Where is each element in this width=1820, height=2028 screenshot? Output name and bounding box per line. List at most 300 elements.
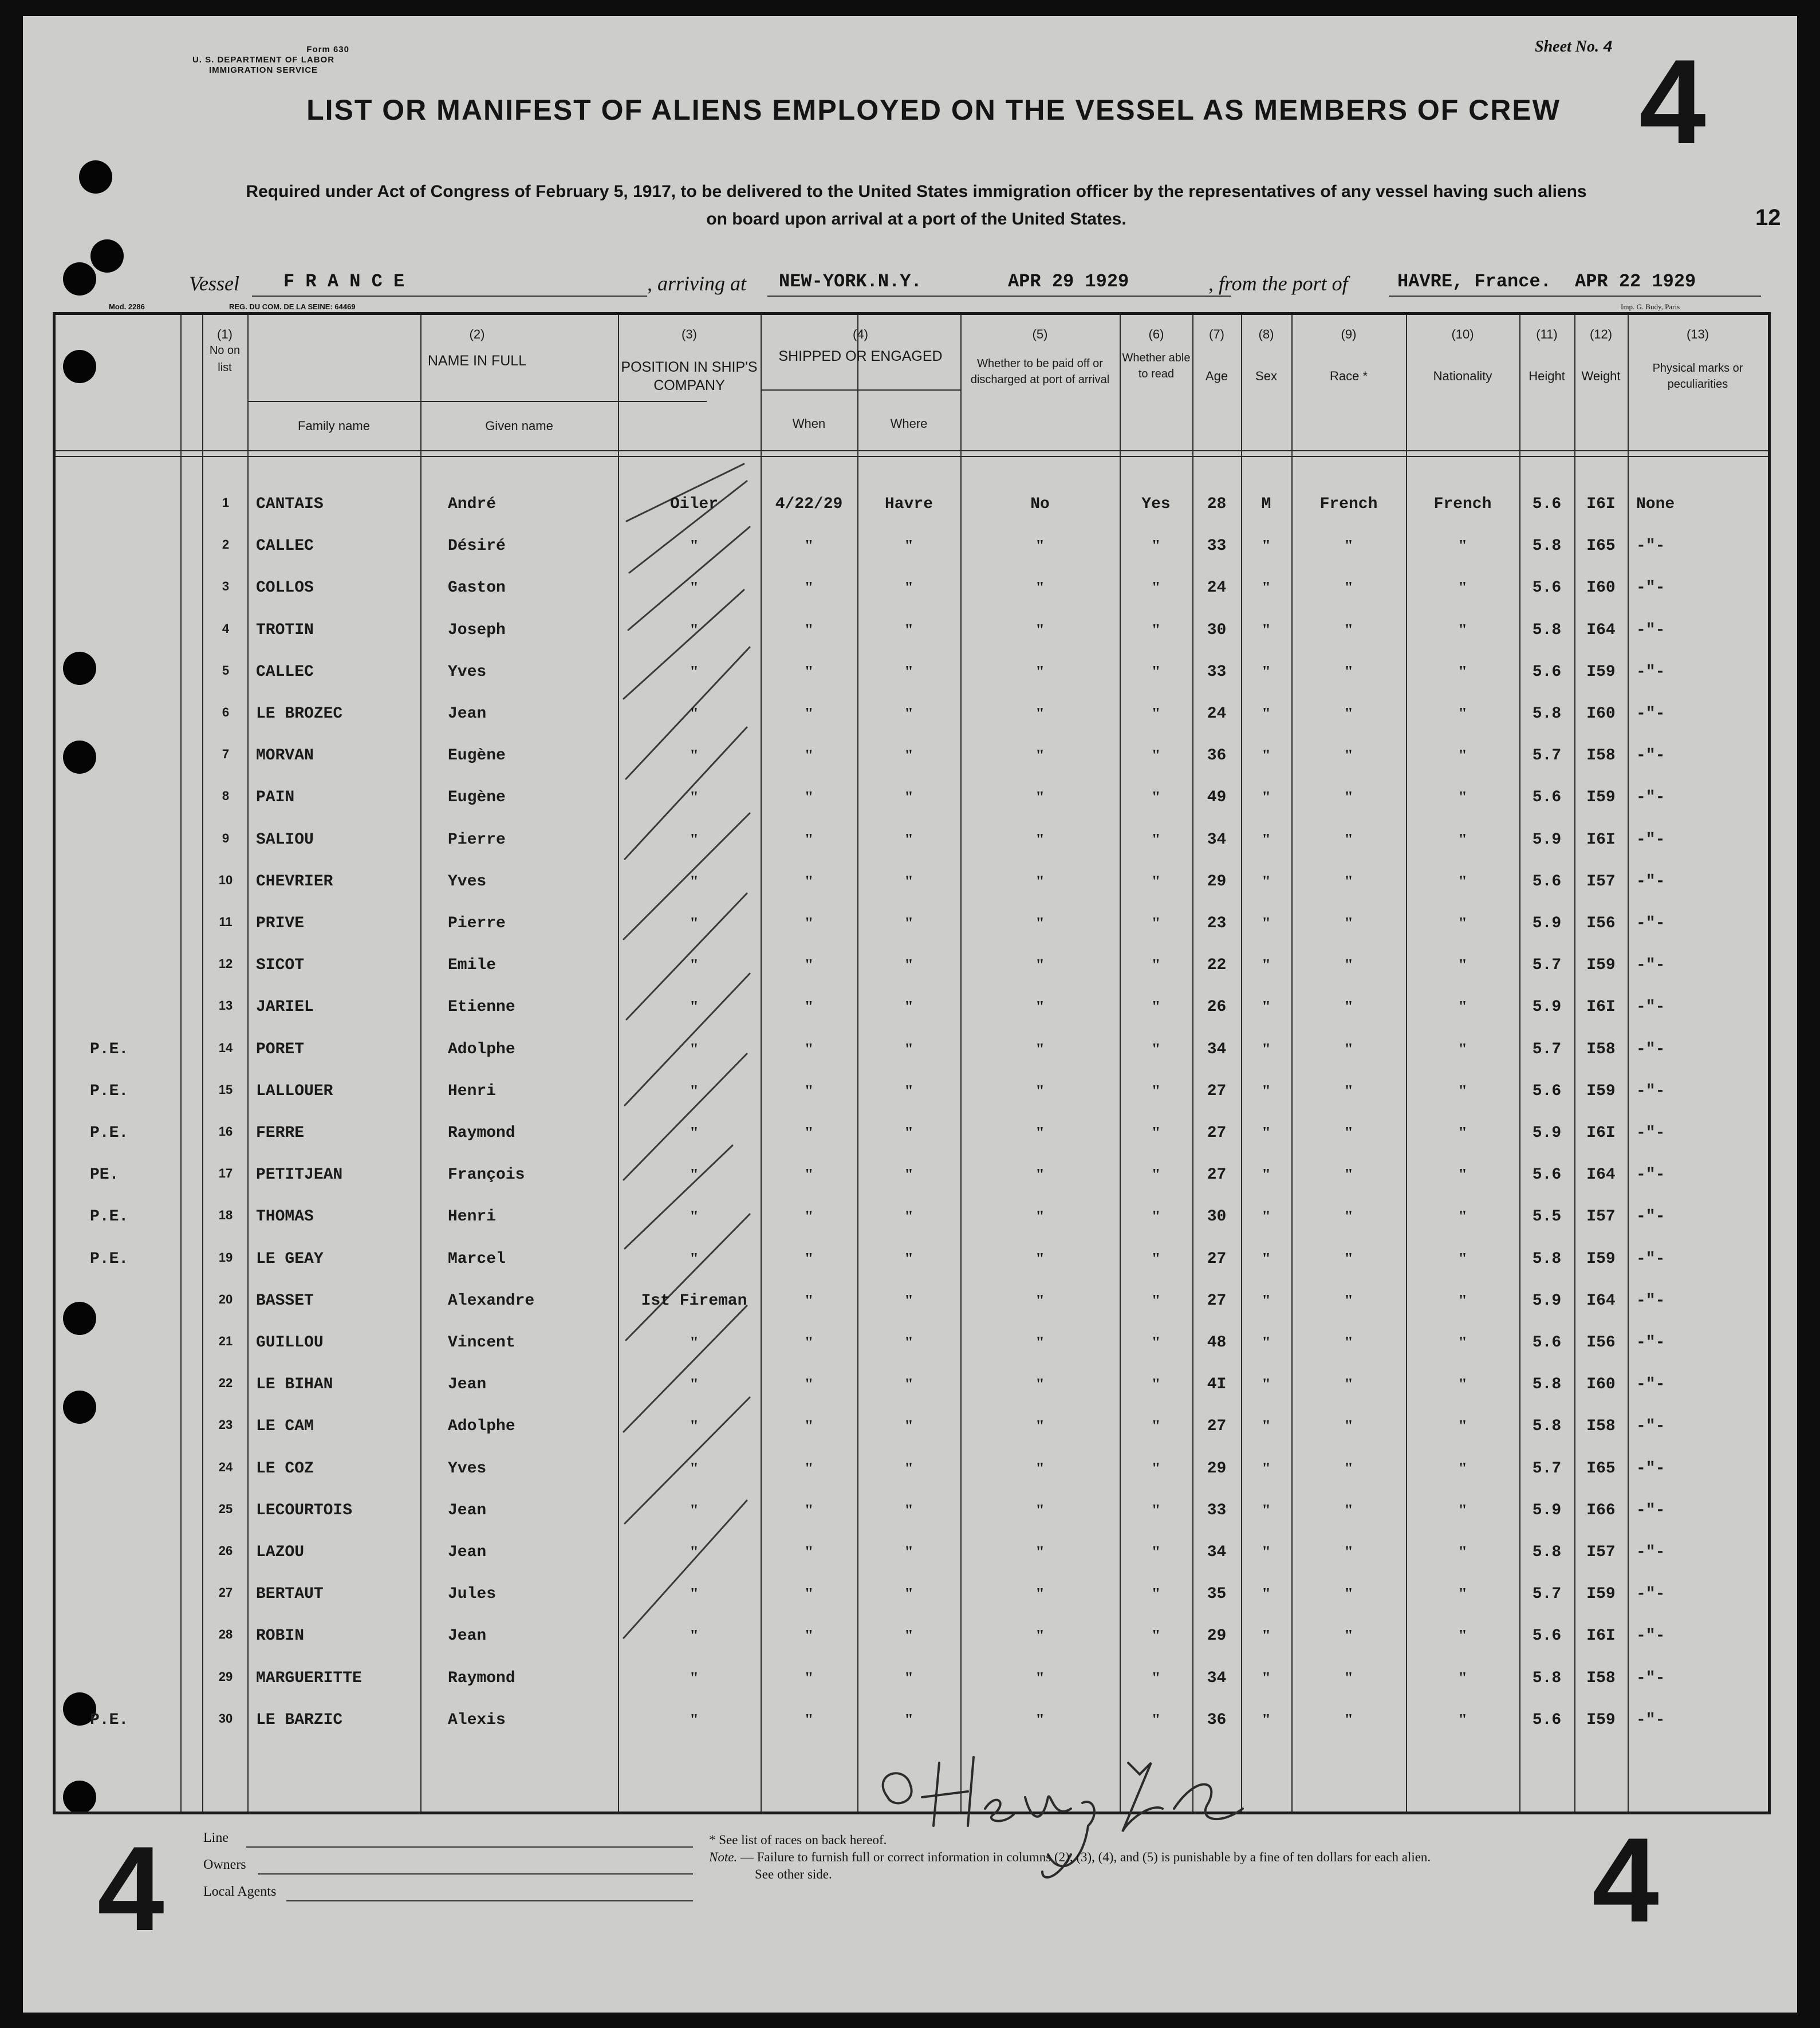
paid-off: " <box>1035 1291 1045 1310</box>
race: " <box>1344 830 1353 849</box>
able-to-read: " <box>1151 872 1161 891</box>
sex: " <box>1262 1208 1271 1226</box>
shipped-where: " <box>904 830 913 849</box>
paid-off: " <box>1035 1334 1045 1352</box>
race: " <box>1344 663 1353 681</box>
weight: I56 <box>1586 915 1616 932</box>
shipped-where: " <box>904 1166 913 1184</box>
paid-off: " <box>1035 663 1045 681</box>
physical-marks: -"- <box>1636 747 1665 765</box>
sex: " <box>1262 956 1271 975</box>
race: " <box>1344 579 1353 597</box>
physical-marks: -"- <box>1636 1208 1665 1226</box>
age: 35 <box>1207 1585 1227 1604</box>
given-name: Pierre <box>448 915 506 932</box>
age: 29 <box>1207 1459 1227 1478</box>
nationality: " <box>1458 789 1467 807</box>
shipped-when: " <box>804 1711 814 1729</box>
shipped-where: " <box>904 1376 913 1394</box>
big-sheet-number: 4 <box>1639 34 1706 169</box>
shipped-when: " <box>804 1082 814 1100</box>
sex: " <box>1262 1124 1271 1142</box>
page-title: LIST OR MANIFEST OF ALIENS EMPLOYED ON THE VESSEL AS MEMBERS OF CREW <box>306 94 1561 126</box>
given-name: Eugène <box>448 747 506 765</box>
height: 5.6 <box>1532 1627 1562 1645</box>
age: 24 <box>1207 579 1227 597</box>
row-mark: P.E. <box>90 1208 129 1226</box>
row-mark: P.E. <box>90 1082 129 1100</box>
header-age: (7) Age <box>1205 327 1228 383</box>
position: " <box>690 1208 699 1226</box>
nationality: " <box>1458 1040 1467 1058</box>
able-to-read: " <box>1151 915 1161 932</box>
position: " <box>690 872 699 891</box>
position: " <box>690 915 699 932</box>
height: 5.6 <box>1532 1334 1562 1352</box>
shipped-when: " <box>804 1040 814 1058</box>
from-port: HAVRE, France. <box>1397 271 1551 292</box>
shipped-when: " <box>804 998 814 1017</box>
nationality: " <box>1458 1208 1467 1226</box>
age: 27 <box>1207 1291 1227 1310</box>
family-name: CALLEC <box>256 537 314 556</box>
able-to-read: " <box>1151 789 1161 807</box>
family-name: LE COZ <box>256 1459 314 1478</box>
shipped-where: " <box>904 1543 913 1561</box>
race: " <box>1344 621 1353 639</box>
able-to-read: Yes <box>1141 495 1171 513</box>
nationality: " <box>1458 1166 1467 1184</box>
sex: " <box>1262 1417 1271 1436</box>
height: 5.8 <box>1532 705 1562 723</box>
height: 5.6 <box>1532 663 1562 681</box>
height: 5.9 <box>1532 998 1562 1017</box>
family-name: BASSET <box>256 1291 314 1310</box>
height: 5.7 <box>1532 956 1562 975</box>
weight: I58 <box>1586 1417 1616 1436</box>
shipped-where: " <box>904 1501 913 1519</box>
given-name: Jean <box>448 1543 487 1561</box>
physical-marks: -"- <box>1636 1459 1665 1478</box>
given-name: Jean <box>448 705 487 723</box>
nationality: " <box>1458 621 1467 639</box>
paid-off: No <box>1030 495 1050 513</box>
paid-off: " <box>1035 1166 1045 1184</box>
paid-off: " <box>1035 1711 1045 1729</box>
race: " <box>1344 1417 1353 1436</box>
form-header <box>137 45 389 76</box>
shipped-where: " <box>904 1082 913 1100</box>
position: " <box>690 579 699 597</box>
position: " <box>690 830 699 849</box>
able-to-read: " <box>1151 579 1161 597</box>
shipped-when: " <box>804 1459 814 1478</box>
weight: I59 <box>1586 1585 1616 1604</box>
weight: I64 <box>1586 1166 1616 1184</box>
able-to-read: " <box>1151 1543 1161 1561</box>
age: 22 <box>1207 956 1227 975</box>
family-name: LECOURTOIS <box>256 1501 353 1519</box>
physical-marks: -"- <box>1636 1501 1665 1519</box>
family-name: PETITJEAN <box>256 1166 343 1184</box>
position: " <box>690 1543 699 1561</box>
row-number: 13 <box>218 998 233 1013</box>
height: 5.6 <box>1532 1166 1562 1184</box>
shipped-where: " <box>904 1291 913 1310</box>
physical-marks: -"- <box>1636 579 1665 597</box>
height: 5.6 <box>1532 579 1562 597</box>
punch-hole <box>79 160 112 194</box>
sheet-no <box>1535 38 1613 57</box>
physical-marks: -"- <box>1636 872 1665 891</box>
height: 5.9 <box>1532 1501 1562 1519</box>
height: 5.8 <box>1532 1417 1562 1436</box>
sex: " <box>1262 1711 1271 1729</box>
shipped-when: " <box>804 830 814 849</box>
height: 5.8 <box>1532 1250 1562 1268</box>
race: " <box>1344 1082 1353 1100</box>
physical-marks: -"- <box>1636 537 1665 556</box>
height: 5.8 <box>1532 1376 1562 1394</box>
given-name: Adolphe <box>448 1417 515 1436</box>
header-read: (6) Whether able to read <box>1122 327 1191 380</box>
age: 23 <box>1207 915 1227 932</box>
shipped-when: " <box>804 956 814 975</box>
age: 34 <box>1207 1040 1227 1058</box>
paid-off: " <box>1035 705 1045 723</box>
sex: " <box>1262 705 1271 723</box>
paid-off: " <box>1035 621 1045 639</box>
given-name: Jules <box>448 1585 497 1604</box>
department: U. S. DEPARTMENT OF LABOR <box>192 55 335 65</box>
nationality: " <box>1458 579 1467 597</box>
position: " <box>690 1166 699 1184</box>
position: Ist Fireman <box>641 1291 747 1310</box>
row-mark: PE. <box>90 1166 119 1184</box>
shipped-when: " <box>804 1250 814 1268</box>
family-name: PORET <box>256 1040 305 1058</box>
big-number-bottom-right: 4 <box>1592 1813 1659 1947</box>
family-name: LE BARZIC <box>256 1711 343 1729</box>
able-to-read: " <box>1151 705 1161 723</box>
shipped-where: " <box>904 747 913 765</box>
nationality: " <box>1458 830 1467 849</box>
physical-marks: -"- <box>1636 830 1665 849</box>
position: " <box>690 1082 699 1100</box>
position: " <box>690 1627 699 1645</box>
height: 5.6 <box>1532 495 1562 513</box>
race: " <box>1344 1501 1353 1519</box>
family-name: ROBIN <box>256 1627 305 1645</box>
subtitle-line-1: Required under Act of Congress of February 5, 1917, to be delivered to the United States immigration officer by the representatives of any vessel having such aliens <box>246 182 1587 201</box>
family-name: PRIVE <box>256 915 305 932</box>
nationality: " <box>1458 872 1467 891</box>
position: " <box>690 663 699 681</box>
header-name: (2) NAME IN FULL <box>427 327 527 369</box>
weight: I57 <box>1586 872 1616 891</box>
weight: I65 <box>1586 537 1616 556</box>
row-number: 12 <box>218 956 233 971</box>
given-name: Yves <box>448 1459 487 1478</box>
age: 30 <box>1207 1208 1227 1226</box>
weight: I58 <box>1586 1669 1616 1687</box>
given-name: André <box>448 495 497 513</box>
family-name: LAZOU <box>256 1543 305 1561</box>
race: " <box>1344 789 1353 807</box>
shipped-when: " <box>804 1376 814 1394</box>
row-number: 26 <box>218 1543 233 1558</box>
physical-marks: -"- <box>1636 1291 1665 1310</box>
shipped-when: " <box>804 621 814 639</box>
from-label: , from the port of <box>1208 272 1348 295</box>
race: " <box>1344 705 1353 723</box>
weight: I59 <box>1586 1250 1616 1268</box>
physical-marks: -"- <box>1636 1711 1665 1729</box>
given-name: Vincent <box>448 1334 515 1352</box>
family-name: LALLOUER <box>256 1082 333 1100</box>
able-to-read: " <box>1151 1711 1161 1729</box>
row-number: 28 <box>218 1627 233 1642</box>
position: " <box>690 1124 699 1142</box>
given-name: Alexandre <box>448 1291 535 1310</box>
nationality: " <box>1458 747 1467 765</box>
shipped-when: " <box>804 1166 814 1184</box>
able-to-read: " <box>1151 998 1161 1017</box>
footnotes <box>709 1832 1625 1883</box>
family-name: FERRE <box>256 1124 305 1142</box>
row-number: 9 <box>222 830 230 845</box>
header-shipped: (4) SHIPPED OR ENGAGED <box>778 327 943 364</box>
header-nationality: (10) Nationality <box>1433 327 1492 383</box>
punch-hole <box>90 239 124 273</box>
header-where: Where <box>890 416 928 431</box>
age: 27 <box>1207 1082 1227 1100</box>
shipped-when: 4/22/29 <box>775 495 843 513</box>
row-mark: P.E. <box>90 1124 129 1142</box>
able-to-read: " <box>1151 1082 1161 1100</box>
manifest-sheet <box>23 16 1797 2013</box>
header-when: When <box>792 416 826 431</box>
shipped-where: " <box>904 705 913 723</box>
rule <box>767 296 1231 297</box>
race: " <box>1344 1669 1353 1687</box>
age: 30 <box>1207 621 1227 639</box>
nationality: " <box>1458 1124 1467 1142</box>
service: IMMIGRATION SERVICE <box>208 65 318 75</box>
given-name: Désiré <box>448 537 506 556</box>
age: 36 <box>1207 747 1227 765</box>
family-name: MORVAN <box>256 747 314 765</box>
weight: I65 <box>1586 1459 1616 1478</box>
row-number: 3 <box>222 579 230 594</box>
sex: M <box>1261 495 1271 513</box>
race: " <box>1344 1459 1353 1478</box>
shipped-where: " <box>904 1040 913 1058</box>
header-height: (11) Height <box>1529 327 1565 383</box>
row-mark: P.E. <box>90 1040 129 1058</box>
height: 5.8 <box>1532 1669 1562 1687</box>
manifest-table <box>53 312 1771 1814</box>
given-name: Alexis <box>448 1711 506 1729</box>
weight: I56 <box>1586 1334 1616 1352</box>
able-to-read: " <box>1151 1376 1161 1394</box>
weight: I6I <box>1586 495 1616 513</box>
paid-off: " <box>1035 1417 1045 1436</box>
row-number: 8 <box>222 789 230 804</box>
vessel-label: Vessel <box>189 272 239 295</box>
given-name: Jean <box>448 1376 487 1394</box>
given-name: Yves <box>448 872 487 891</box>
sex: " <box>1262 579 1271 597</box>
height: 5.6 <box>1532 1711 1562 1729</box>
given-name: Yves <box>448 663 487 681</box>
able-to-read: " <box>1151 1166 1161 1184</box>
able-to-read: " <box>1151 1585 1161 1604</box>
nationality: " <box>1458 1711 1467 1729</box>
departure-date: APR 22 1929 <box>1575 271 1696 292</box>
shipped-where: " <box>904 1417 913 1436</box>
margin-number: 12 <box>1755 205 1781 230</box>
header-marks: (13) Physical marks or peculiarities <box>1652 327 1743 391</box>
position: " <box>690 1501 699 1519</box>
able-to-read: " <box>1151 1334 1161 1352</box>
row-number: 20 <box>218 1291 233 1306</box>
physical-marks: -"- <box>1636 1627 1665 1645</box>
age: 36 <box>1207 1711 1227 1729</box>
sex: " <box>1262 747 1271 765</box>
paid-off: " <box>1035 579 1045 597</box>
race: " <box>1344 1334 1353 1352</box>
shipped-when: " <box>804 915 814 932</box>
race: " <box>1344 915 1353 932</box>
race: " <box>1344 872 1353 891</box>
weight: I57 <box>1586 1208 1616 1226</box>
footnote-penalty: Note. — Failure to furnish full or correct information in columns (2), (3), (4), and (5) is punishable by a fine of ten dollars for each alien. <box>709 1850 1431 1864</box>
physical-marks: -"- <box>1636 915 1665 932</box>
family-name: JARIEL <box>256 998 314 1017</box>
nationality: " <box>1458 1585 1467 1604</box>
race: " <box>1344 1124 1353 1142</box>
nationality: " <box>1458 956 1467 975</box>
position: " <box>690 1459 699 1478</box>
form-number: Form 630 <box>306 45 349 54</box>
shipped-where: " <box>904 1250 913 1268</box>
shipped-when: " <box>804 537 814 556</box>
sex: " <box>1262 789 1271 807</box>
age: 34 <box>1207 1669 1227 1687</box>
paid-off: " <box>1035 1082 1045 1100</box>
subtitle <box>155 178 1678 233</box>
row-number: 2 <box>222 537 230 552</box>
shipped-when: " <box>804 1585 814 1604</box>
shipped-when: " <box>804 1543 814 1561</box>
given-name: Pierre <box>448 830 506 849</box>
position: " <box>690 705 699 723</box>
sex: " <box>1262 1543 1271 1561</box>
nationality: French <box>1433 495 1492 513</box>
sex: " <box>1262 1669 1271 1687</box>
age: 33 <box>1207 537 1227 556</box>
nationality: " <box>1458 998 1467 1017</box>
family-name: LE BROZEC <box>256 705 343 723</box>
weight: I59 <box>1586 663 1616 681</box>
shipped-when: " <box>804 1669 814 1687</box>
row-number: 17 <box>218 1166 233 1181</box>
row-number: 4 <box>222 621 230 636</box>
shipped-when: " <box>804 705 814 723</box>
sheet-number: 4 <box>1603 39 1613 57</box>
sex: " <box>1262 998 1271 1017</box>
able-to-read: " <box>1151 1291 1161 1310</box>
height: 5.9 <box>1532 830 1562 849</box>
family-name: BERTAUT <box>256 1585 324 1604</box>
physical-marks: -"- <box>1636 1040 1665 1058</box>
paid-off: " <box>1035 1208 1045 1226</box>
height: 5.7 <box>1532 747 1562 765</box>
given-name: Joseph <box>448 621 506 639</box>
height: 5.6 <box>1532 1082 1562 1100</box>
row-number: 10 <box>218 872 233 887</box>
position: " <box>690 789 699 807</box>
row-number: 15 <box>218 1082 233 1097</box>
position: Oiler <box>669 495 718 513</box>
nationality: " <box>1458 1376 1467 1394</box>
shipped-when: " <box>804 579 814 597</box>
header-weight: (12) Weight <box>1581 327 1621 383</box>
registration: REG. DU COM. DE LA SEINE: 64469 <box>229 302 356 311</box>
age: 34 <box>1207 1543 1227 1561</box>
weight: I58 <box>1586 1040 1616 1058</box>
paid-off: " <box>1035 1376 1045 1394</box>
position: " <box>690 537 699 556</box>
subtitle-line-2: on board upon arrival at a port of the United States. <box>706 210 1126 229</box>
physical-marks: -"- <box>1636 1334 1665 1352</box>
paid-off: " <box>1035 1669 1045 1687</box>
arriving-date: APR 29 1929 <box>1008 271 1129 292</box>
height: 5.5 <box>1532 1208 1562 1226</box>
race: " <box>1344 747 1353 765</box>
sex: " <box>1262 915 1271 932</box>
race: " <box>1344 1585 1353 1604</box>
header-position: (3) POSITION IN SHIP'S COMPANY <box>621 327 758 393</box>
sex: " <box>1262 830 1271 849</box>
age: 27 <box>1207 1417 1227 1436</box>
shipped-when: " <box>804 747 814 765</box>
age: 49 <box>1207 789 1227 807</box>
able-to-read: " <box>1151 1459 1161 1478</box>
age: 48 <box>1207 1334 1227 1352</box>
shipped-when: " <box>804 1124 814 1142</box>
row-number: 23 <box>218 1417 233 1432</box>
weight: I57 <box>1586 1543 1616 1561</box>
row-number: 11 <box>219 915 233 929</box>
given-name: Henri <box>448 1082 497 1100</box>
nationality: " <box>1458 1459 1467 1478</box>
given-name: Emile <box>448 956 497 975</box>
family-name: LE BIHAN <box>256 1376 333 1394</box>
weight: I66 <box>1586 1501 1616 1519</box>
paid-off: " <box>1035 1124 1045 1142</box>
height: 5.6 <box>1532 872 1562 891</box>
weight: I64 <box>1586 621 1616 639</box>
physical-marks: -"- <box>1636 998 1665 1017</box>
shipped-where: " <box>904 1208 913 1226</box>
shipped-where: " <box>904 1124 913 1142</box>
paid-off: " <box>1035 1585 1045 1604</box>
shipped-when: " <box>804 872 814 891</box>
family-name: COLLOS <box>256 579 314 597</box>
sex: " <box>1262 1040 1271 1058</box>
